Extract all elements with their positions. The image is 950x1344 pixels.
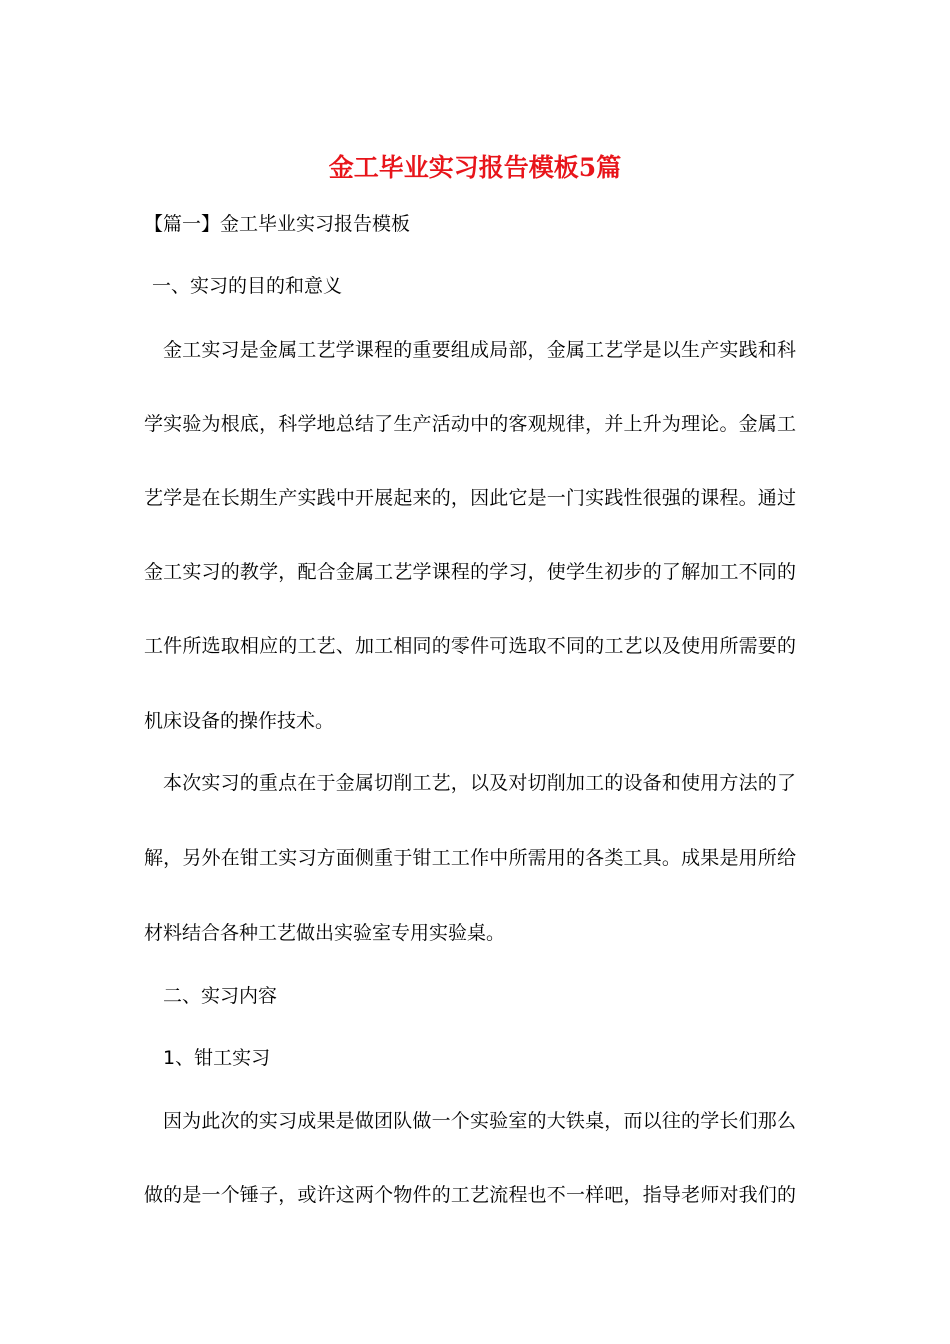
paragraph-line: 因为此次的实习成果是做团队做一个实验室的大铁桌，而以往的学长们那么 <box>163 1110 796 1132</box>
heading-fitter-practice: 1、钳工实习 <box>163 1047 271 1069</box>
paragraph-line: 材料结合各种工艺做出实验室专用实验桌。 <box>144 922 506 944</box>
heading-content: 二、实习内容 <box>163 985 278 1007</box>
paragraph-line: 学实验为根底，科学地总结了生产活动中的客观规律，并上升为理论。金属工 <box>144 413 796 435</box>
paragraph-line: 解，另外在钳工实习方面侧重于钳工工作中所需用的各类工具。成果是用所给 <box>144 847 796 869</box>
paragraph-line: 金工实习的教学，配合金属工艺学课程的学习，使学生初步的了解加工不同的 <box>144 561 796 583</box>
paragraph-line: 金工实习是金属工艺学课程的重要组成局部，金属工艺学是以生产实践和科 <box>163 339 796 361</box>
paragraph-line: 工件所选取相应的工艺、加工相同的零件可选取不同的工艺以及使用所需要的 <box>144 635 796 657</box>
section-heading: 【篇一】金工毕业实习报告模板 <box>144 213 411 235</box>
paragraph-line: 机床设备的操作技术。 <box>144 710 335 732</box>
paragraph-line: 艺学是在长期生产实践中开展起来的，因此它是一门实践性很强的课程。通过 <box>144 487 796 509</box>
paragraph-line: 本次实习的重点在于金属切削工艺，以及对切削加工的设备和使用方法的了 <box>163 772 796 794</box>
paragraph-line: 做的是一个锤子，或许这两个物件的工艺流程也不一样吧，指导老师对我们的 <box>144 1184 796 1206</box>
document-title: 金工毕业实习报告模板5篇 <box>328 153 622 182</box>
heading-purpose: 一、实习的目的和意义 <box>152 275 343 297</box>
